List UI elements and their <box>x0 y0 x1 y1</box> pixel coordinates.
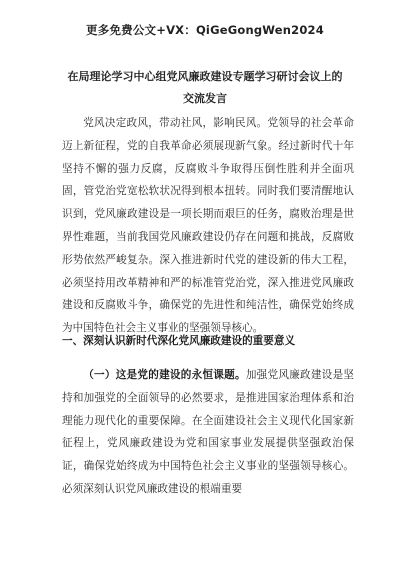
intro-paragraph: 党风决定政风，带动社风，影响民风。党领导的社会革命迈上新征程，党的自我革命必须展现新气象。经过新时代十年坚持不懈的强力反腐，反腐败斗争取得压倒性胜利并全面巩固，管党治党宽松软状况得到根本扭转。同时我们要清醒地认识到，党风廉政建设是一项长期而艰巨的任务，腐败治理是世界性难题，当前我国党风廉政建设仍存在问题和挑战，反腐败形势依然严峻复杂。深入推进新时代党的建设新的伟大工程，必须坚持用改革精神和严的标准管党治党，深入推进党风廉政建设和反腐败斗争，确保党的先进性和纯洁性，确保党始终成为中国特色社会主义事业的坚强领导核心。 <box>62 117 354 335</box>
subsection-body: 加强党风廉政建设是坚持和加强党的全面领导的必然要求，是推进国家治理体系和治理能力现代化的重要保障。在全面建设社会主义现代化国家新征程上，党风廉政建设为党和国家事业发展提供坚强政治保证，确保党始终成为中国特色社会主义事业的坚强领导核心。必须深刻认识党风廉政建设的根端重要 <box>62 369 355 495</box>
document-title-line-2: 交流发言 <box>183 92 227 105</box>
subsection-heading: （一）这是党的建设的永恒课题。 <box>83 369 246 381</box>
section-heading: 一、深刻认识新时代深化党风廉政建设的重要意义 <box>62 335 296 347</box>
promo-header: 更多免费公文+VX：QiGeGongWen2024 <box>86 23 324 37</box>
section-paragraph <box>62 364 354 501</box>
document-title-line-1: 在局理论学习中心组党风廉政建设专题学习研讨会议上的 <box>67 70 343 83</box>
